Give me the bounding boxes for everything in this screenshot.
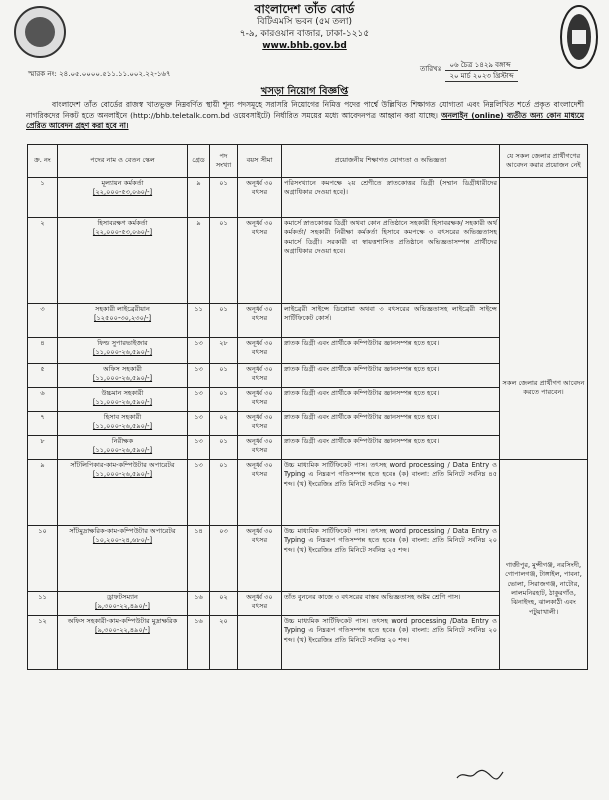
cell-age: অনূর্ধ্ব ৩০ বৎসর (238, 460, 282, 526)
header-qualification: প্রয়োজনীয় শিক্ষাগত যোগ্যতা ও অভিজ্ঞতা (282, 145, 500, 178)
cell-count: ০২ (210, 412, 238, 436)
post-name: নিরীক্ষক (111, 437, 134, 445)
cell-post (58, 616, 188, 670)
cell-qualification: উচ্চ মাধ্যমিক সার্টিফিকেট পাস। তৎসহ word processing /Data Entry ও Typing এ নিম্নরূপ গতিসম্পন্ন হতে হবেঃ (ক) বাংলা: প্রতি মিনিটে সর্বনিম্ন ২০ শব্দ। (খ) ইংরেজিঃ প্রতি মিনিটে সর্বনিম্ন ২০ শব্দ। (282, 616, 500, 670)
cell-age: অনূর্ধ্ব ৩০ বৎসর (238, 364, 282, 388)
cell-post (58, 460, 188, 526)
header-count: পদ সংখ্যা (210, 145, 238, 178)
cell-grade: ১৩ (188, 338, 210, 364)
org-name: বাংলাদেশ তাঁত বোর্ড (254, 2, 355, 16)
cell-qualification: লাইব্রেরী সাইন্সে ডিপ্লোমা অথবা ৩ বৎসরের অভিজ্ঞতাসহ লাইব্রেরী সাইন্সে সার্টিফিকেট কোর্স। (282, 304, 500, 338)
pay-scale: [১১,০০০-২৬,৫৯০/-] (92, 348, 153, 357)
posts-table (27, 144, 588, 670)
post-name: সহকারী লাইব্রেরীয়ান (95, 305, 150, 313)
cell-age (238, 616, 282, 670)
cell-age: অনূর্ধ্ব ৩০ বৎসর (238, 592, 282, 616)
date-bangla: ০৬ চৈত্র ১৪২৯ বঙ্গাব্দ (445, 60, 517, 71)
cell-serial: ৯ (28, 460, 58, 526)
cell-remarks-all: সকল জেলার প্রার্থীগণ আবেদন করতে পারবেন। (500, 178, 588, 460)
cell-post (58, 218, 188, 304)
letterhead (0, 2, 609, 52)
cell-serial: ৫ (28, 364, 58, 388)
post-name: অফিস সহকারী (103, 365, 142, 373)
pay-scale: [১১,০০০-২৬,৫৯০/-] (92, 422, 153, 431)
header-serial: ক্র. নং (28, 145, 58, 178)
cell-age: অনূর্ধ্ব ৩০ বৎসর (238, 338, 282, 364)
cell-qualification: তাঁত বুননের কাজে ৩ বৎসরের বাস্তব অভিজ্ঞতাসহ অষ্টম শ্রেণি পাস। (282, 592, 500, 616)
cell-post (58, 304, 188, 338)
cell-serial: ১২ (28, 616, 58, 670)
cell-serial: ৮ (28, 436, 58, 460)
cell-post (58, 526, 188, 592)
cell-age: অনূর্ধ্ব ৩০ বৎসর (238, 412, 282, 436)
cell-qualification: কমার্সে স্নাতকোত্তর ডিগ্রী অথবা কোন প্রতিষ্ঠানে সহকারী হিসাবরক্ষক/ সহকারী অর্থ কর্মকর্তা/ সহকারী নিরীক্ষা কর্মকর্তা হিসাবে কমপক্ষে ৩ বৎসরের অভিজ্ঞতাসহ কমার্সে ডিগ্রী। সরকারী বা স্বায়ত্তশাসিত প্রতিষ্ঠানে অভিজ্ঞতাসম্পন্ন প্রার্থীদের অগ্রাধিকার দেওয়া হবে। (282, 218, 500, 304)
cell-count: ০১ (210, 304, 238, 338)
intro-paragraph (26, 100, 584, 132)
cell-grade: ১১ (188, 304, 210, 338)
post-name: উচ্চমান সহকারী (101, 389, 144, 397)
cell-age: অনূর্ধ্ব ৩০ বৎসর (238, 388, 282, 412)
cell-count: ০৩ (210, 526, 238, 592)
cell-serial: ১০ (28, 526, 58, 592)
post-name: হিসাবরক্ষণ কর্মকর্তা (97, 219, 148, 227)
pay-scale: [৯,৩০০-২২,৪৯০/-] (95, 626, 150, 635)
cell-serial: ৬ (28, 388, 58, 412)
cell-age: অনূর্ধ্ব ৩০ বৎসর (238, 178, 282, 218)
header-grade: গ্রেড (188, 145, 210, 178)
signature (455, 768, 505, 782)
cell-count: ০২ (210, 592, 238, 616)
cell-count: ০১ (210, 460, 238, 526)
cell-count: ০১ (210, 218, 238, 304)
building-name: বিটিএমসি ভবন (৫ম তলা) (256, 17, 353, 27)
intro-text: বাংলাদেশ তাঁত বোর্ডের রাজস্ব খাতভুক্ত নিম্নবর্ণিত স্থায়ী শূন্য পদসমূহে সরাসরি নিয়োগের নিমিত্ত পদের পার্শ্বে উল্লিখিত শিক্ষাগত যোগ্যতা এবং নিম্নলিখিত শর্তে প্রকৃত বাংলাদেশী নাগরিকদের নিকট হতে অনলাইনে (http://bhb.teletalk.com.bd ওয়েবসাইটে) নির্ধারিত সময়ের মধ্যে আবেদনপত্র আহ্বান করা যাচ্ছে। (26, 100, 584, 120)
table-header-row (28, 145, 588, 178)
cell-post (58, 178, 188, 218)
pay-scale: [১০,২০০-২৪,৬৮০/-] (92, 536, 153, 545)
cell-grade: ১৩ (188, 388, 210, 412)
cell-count: ০১ (210, 364, 238, 388)
cell-grade: ১৩ (188, 412, 210, 436)
table-row (28, 178, 588, 218)
header-districts: যে সকল জেলার প্রার্থীগণের আবেদন করার প্রয়োজন নেই (500, 145, 588, 178)
pay-scale: [৯,৩০০-২২,৪৯০/-] (95, 602, 150, 611)
cell-grade: ১৬ (188, 592, 210, 616)
date-block (420, 60, 518, 82)
cell-post (58, 364, 188, 388)
header-age: বয়স সীমা (238, 145, 282, 178)
cell-post (58, 338, 188, 364)
cell-post (58, 436, 188, 460)
cell-qualification: স্নাতক ডিগ্রী এবং প্রার্থীকে কম্পিউটার জ্ঞানসম্পন্ন হতে হবে। (282, 412, 500, 436)
cell-serial: ১ (28, 178, 58, 218)
cell-serial: ১১ (28, 592, 58, 616)
pay-scale: [২২,০০০-৫৩,০৬০/-] (92, 228, 153, 237)
cell-post (58, 592, 188, 616)
cell-qualification: স্নাতক ডিগ্রী এবং প্রার্থীকে কম্পিউটার জ্ঞানসম্পন্ন হতে হবে। (282, 364, 500, 388)
cell-qualification: উচ্চ মাধ্যমিক সার্টিফিকেট পাস। তৎসহ word processing / Data Entry ও Typing এ নিম্নরূপ গতিসম্পন্ন হতে হবেঃ (ক) বাংলা: প্রতি মিনিটে সর্বনিম্ন ৪৫ শব্দ। (খ) ইংরেজিঃ প্রতি মিনিটে সর্বনিম্ন ৭০ শব্দ। (282, 460, 500, 526)
cell-grade: ১৩ (188, 460, 210, 526)
cell-remarks-excluded: গাজীপুর, মুন্সীগঞ্জ, নরসিংদী, গোপালগঞ্জ, টাঙ্গাইল, পাবনা, ভোলা, সিরাজগঞ্জ, নাটোর, লালমনিরহাট, ঠাকুরগাঁও, ঝিনাইদহ, ঝালকাঠী এবং পটুয়াখালী। (500, 460, 588, 670)
cell-qualification: স্নাতক ডিগ্রী এবং প্রার্থীকে কম্পিউটার জ্ঞানসম্পন্ন হতে হবে। (282, 338, 500, 364)
date-english: ২০ মার্চ ২০২৩ খ্রিস্টাব্দ (445, 71, 517, 82)
cell-grade: ৯ (188, 218, 210, 304)
intro-online-only: অনলাইন (online) ব্যতীত অন্য কোন মাধ্যমে প্রেরিত আবেদন গ্রহণ করা হবে না। (26, 110, 584, 130)
post-name: হিসাব সহকারী (103, 413, 142, 421)
cell-grade: ৯ (188, 178, 210, 218)
address: ৭-৯, কারওয়ান বাজার, ঢাকা-১২১৫ (239, 29, 370, 39)
cell-count: ২৮ (210, 338, 238, 364)
pay-scale: [১১,০০০-২৬,৫৯০/-] (92, 470, 153, 479)
post-name: সাঁটমুদ্রাক্ষরিক-কাম-কম্পিউটার অপারেটর (69, 527, 176, 535)
cell-serial: ৩ (28, 304, 58, 338)
pay-scale: [১১,০০০-২৬,৫৯০/-] (92, 398, 153, 407)
cell-age: অনূর্ধ্ব ৩০ বৎসর (238, 526, 282, 592)
cell-qualification: উচ্চ মাধ্যমিক সার্টিফিকেট পাস। তৎসহ word processing / Data Entry ও Typing এ নিম্নরূপ গতিসম্পন্ন হতে হবেঃ (ক) বাংলা: প্রতি মিনিটে সর্বনিম্ন ২০ শব্দ। (খ) ইংরেজিঃ প্রতি মিনিটে সর্বনিম্ন ২৫ শব্দ। (282, 526, 500, 592)
cell-serial: ৭ (28, 412, 58, 436)
reference-number: স্মারক নং: ২৪.০৫.০০০০.৫১১.১১.০০২.২২-১৬৭ (28, 70, 171, 78)
cell-count: ০১ (210, 436, 238, 460)
post-name: মূল্যায়ন কর্মকর্তা (101, 179, 144, 187)
cell-post (58, 412, 188, 436)
header-post: পদের নাম ও বেতন স্কেল (58, 145, 188, 178)
post-name: ফিল্ড সুপারভাইজার (97, 339, 148, 347)
cell-age: অনূর্ধ্ব ৩০ বৎসর (238, 436, 282, 460)
cell-grade: ১৬ (188, 616, 210, 670)
cell-count: ০১ (210, 178, 238, 218)
cell-post (58, 388, 188, 412)
table-row (28, 460, 588, 526)
post-name: ড্রাফটসম্যান (107, 593, 138, 601)
pay-scale: [২২,০০০-৫৩,০৬০/-] (92, 188, 153, 197)
notice-title: খসড়া নিয়োগ বিজ্ঞপ্তি (260, 86, 349, 97)
cell-grade: ১৪ (188, 526, 210, 592)
cell-age: অনূর্ধ্ব ৩০ বৎসর (238, 218, 282, 304)
pay-scale: [১২৫০০-৩০,২৩০/-] (93, 314, 152, 323)
cell-count: ২০ (210, 616, 238, 670)
cell-qualification: স্নাতক ডিগ্রী এবং প্রার্থীকে কম্পিউটার জ্ঞানসম্পন্ন হতে হবে। (282, 388, 500, 412)
date-label: তারিখঃ (420, 65, 442, 73)
cell-age: অনূর্ধ্ব ৩০ বৎসর (238, 304, 282, 338)
post-name: অফিস সহকারী-কাম-কম্পিউটার মুদ্রাক্ষরিক (67, 617, 178, 625)
cell-qualification: পরিসংখ্যানে কমপক্ষে ২য় শ্রেণীতে স্নাতকোত্তর ডিগ্রী (সম্মান ডিগ্রীধারীদের অগ্রাধিকার দেওয়া হবে)। (282, 178, 500, 218)
cell-qualification: স্নাতক ডিগ্রী এবং প্রার্থীকে কম্পিউটার জ্ঞানসম্পন্ন হতে হবে। (282, 436, 500, 460)
website-link[interactable]: www.bhb.gov.bd (262, 41, 347, 51)
pay-scale: [১১,০০০-২৬,৫৯০/-] (92, 374, 153, 383)
cell-serial: ২ (28, 218, 58, 304)
pay-scale: [১১,০০০-২৬,৫৯০/-] (92, 446, 153, 455)
cell-grade: ১৩ (188, 436, 210, 460)
cell-grade: ১৩ (188, 364, 210, 388)
post-name: সাঁটলিপিকার-কাম-কম্পিউটার অপারেটর (70, 461, 175, 469)
cell-serial: ৪ (28, 338, 58, 364)
cell-count: ০১ (210, 388, 238, 412)
